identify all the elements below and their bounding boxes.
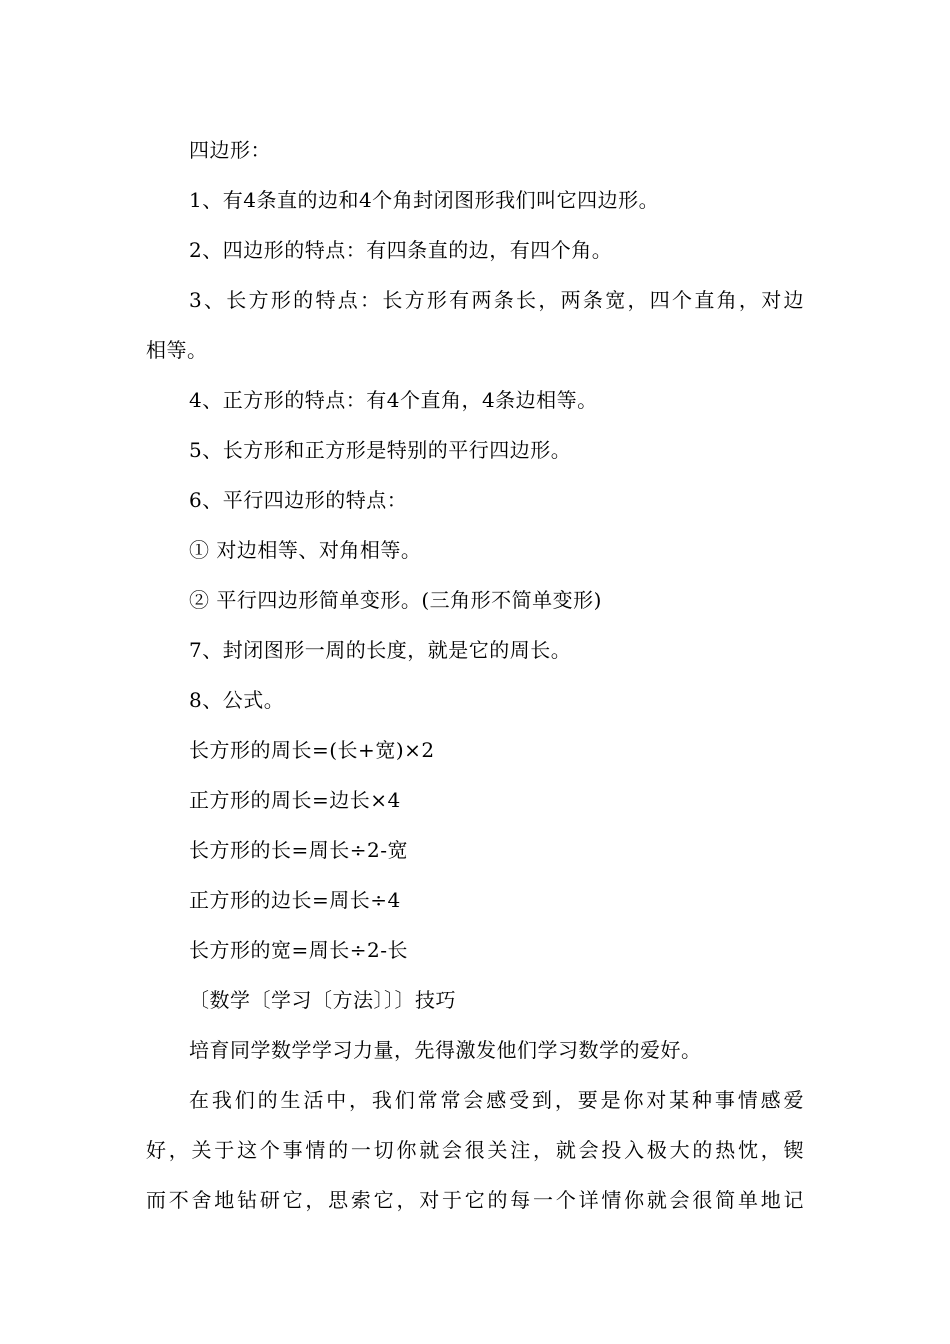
paragraph-line: 在我们的生活中，我们常常会感受到，要是你对某种事情感爱: [189, 1088, 804, 1112]
formula-line: 长方形的周长=(长+宽)×2: [189, 738, 435, 762]
paragraph-line-continuation: 好，关于这个事情的一切你就会很关注，就会投入极大的热忱，锲: [146, 1138, 804, 1162]
paragraph-line: 培育同学数学学习力量，先得激发他们学习数学的爱好。: [189, 1038, 702, 1062]
formula-line: 正方形的周长=边长×4: [189, 788, 401, 812]
formula-line: 正方形的边长=周长÷4: [189, 888, 401, 912]
paragraph-line: 6、平行四边形的特点：: [189, 488, 408, 512]
paragraph-line: 2、四边形的特点：有四条直的边，有四个角。: [189, 238, 613, 262]
list-item: ① 对边相等、对角相等。: [189, 538, 422, 562]
list-item: ② 平行四边形简单变形。(三角形不简单变形): [189, 588, 602, 612]
paragraph-line-continuation: 而不舍地钻研它，思索它，对于它的每一个详情你就会很简单地记: [146, 1188, 804, 1212]
section-heading-math-skills: 〔数学〔学习〔方法〕〕〕技巧: [189, 988, 456, 1012]
paragraph-line-continuation: 相等。: [146, 338, 208, 362]
paragraph-line: 7、封闭图形一周的长度，就是它的周长。: [189, 638, 572, 662]
formula-line: 长方形的长=周长÷2-宽: [189, 838, 408, 862]
paragraph-line: 5、长方形和正方形是特别的平行四边形。: [189, 438, 572, 462]
formula-line: 长方形的宽=周长÷2-长: [189, 938, 408, 962]
paragraph-line: 8、公式。: [189, 688, 285, 712]
section-heading-quadrilateral: 四边形：: [189, 138, 271, 162]
paragraph-line: 1、有4条直的边和4个角封闭图形我们叫它四边形。: [189, 188, 660, 212]
paragraph-line: 3、长方形的特点：长方形有两条长，两条宽，四个直角，对边: [189, 288, 804, 312]
paragraph-line: 4、正方形的特点：有4个直角，4条边相等。: [189, 388, 598, 412]
